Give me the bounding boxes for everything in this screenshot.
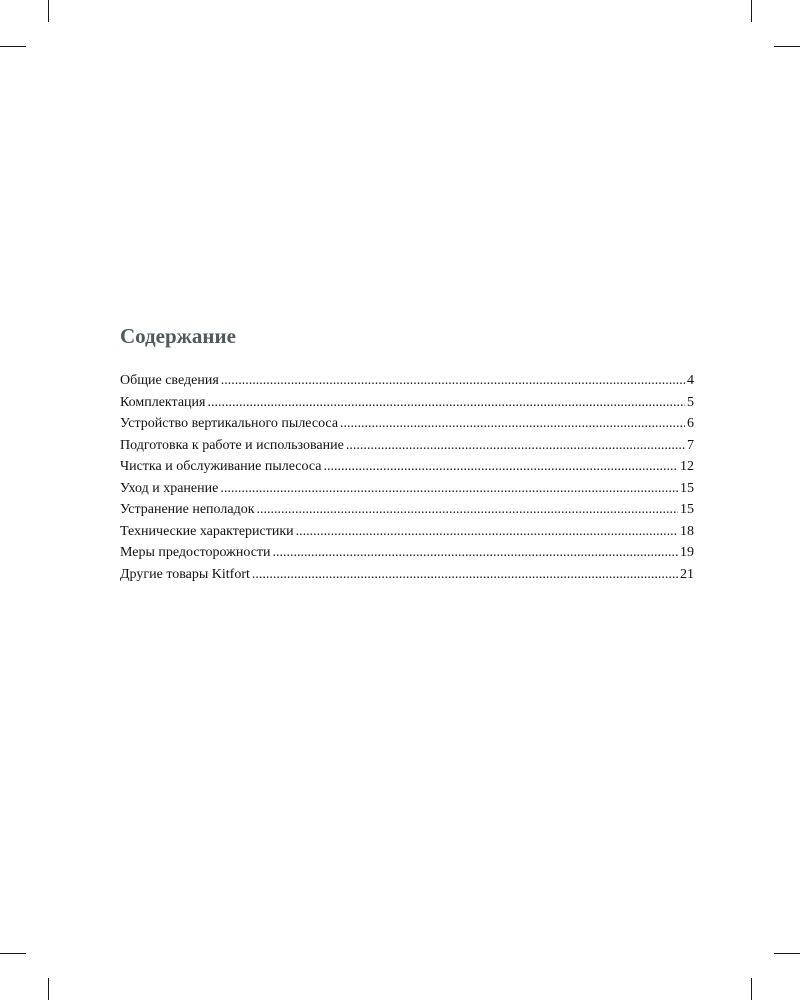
toc-entry-page-number: 6 xyxy=(687,416,694,431)
toc-title: Содержание xyxy=(120,324,236,348)
toc-entry-label: Комплектация xyxy=(120,394,206,410)
toc-entry-page-number: 15 xyxy=(680,480,694,496)
toc-entry-label: Меры предосторожности xyxy=(120,545,271,560)
crop-mark-bottom-left-vertical xyxy=(48,978,49,1000)
toc-entry-label: Другие товары Kitfort xyxy=(120,566,250,582)
toc-entry-label: Подготовка к работе и использование xyxy=(120,437,344,453)
toc-entry-label: Устройство вертикального пылесоса xyxy=(120,416,339,431)
toc-dot-leader xyxy=(346,435,685,457)
toc-dot-leader xyxy=(296,521,678,543)
toc-dot-leader xyxy=(273,542,678,564)
toc-dot-leader xyxy=(207,392,685,414)
crop-mark-top-left-horizontal xyxy=(0,46,26,47)
toc-entry-label: Уход и хранение xyxy=(120,480,219,496)
toc-entry-page-number: 15 xyxy=(680,502,694,517)
toc-dot-leader xyxy=(257,499,679,521)
toc-entry[interactable] xyxy=(120,456,694,478)
crop-mark-bottom-right-horizontal xyxy=(774,953,800,954)
toc-entry[interactable] xyxy=(120,564,694,586)
toc-dot-leader xyxy=(221,370,685,392)
toc-dot-leader xyxy=(220,478,678,500)
toc-entry[interactable] xyxy=(120,542,694,564)
crop-mark-bottom-left-horizontal xyxy=(0,953,26,954)
toc-entry-label: Устранение неполадок xyxy=(120,502,255,517)
toc-entry[interactable] xyxy=(120,413,694,435)
toc-entry[interactable] xyxy=(120,521,694,543)
toc-entry-label: Общие сведения xyxy=(120,373,219,388)
toc-entry-label: Чистка и обслуживание пылесоса xyxy=(120,459,322,474)
crop-mark-top-right-horizontal xyxy=(774,46,800,47)
crop-mark-top-right-vertical xyxy=(751,0,752,22)
toc-entry[interactable] xyxy=(120,370,694,392)
toc-entry[interactable] xyxy=(120,499,694,521)
toc-entry-page-number: 5 xyxy=(687,394,694,410)
toc-entry-label: Технические характеристики xyxy=(120,523,294,539)
toc-dot-leader xyxy=(252,564,678,586)
toc-entry-page-number: 7 xyxy=(687,437,694,453)
toc-entry[interactable] xyxy=(120,435,694,457)
toc-entry-page-number: 4 xyxy=(687,373,694,388)
toc-entry[interactable] xyxy=(120,478,694,500)
crop-mark-bottom-right-vertical xyxy=(751,978,752,1000)
toc-entry-page-number: 12 xyxy=(680,459,694,474)
crop-mark-top-left-vertical xyxy=(48,0,49,22)
toc-entry-page-number: 19 xyxy=(680,545,694,560)
toc-entry-page-number: 21 xyxy=(680,566,694,582)
toc-dot-leader xyxy=(323,456,678,478)
toc-entry[interactable] xyxy=(120,392,694,414)
toc-entry-page-number: 18 xyxy=(680,523,694,539)
toc-dot-leader xyxy=(340,413,685,435)
toc-list xyxy=(120,370,694,585)
table-of-contents xyxy=(120,322,694,585)
